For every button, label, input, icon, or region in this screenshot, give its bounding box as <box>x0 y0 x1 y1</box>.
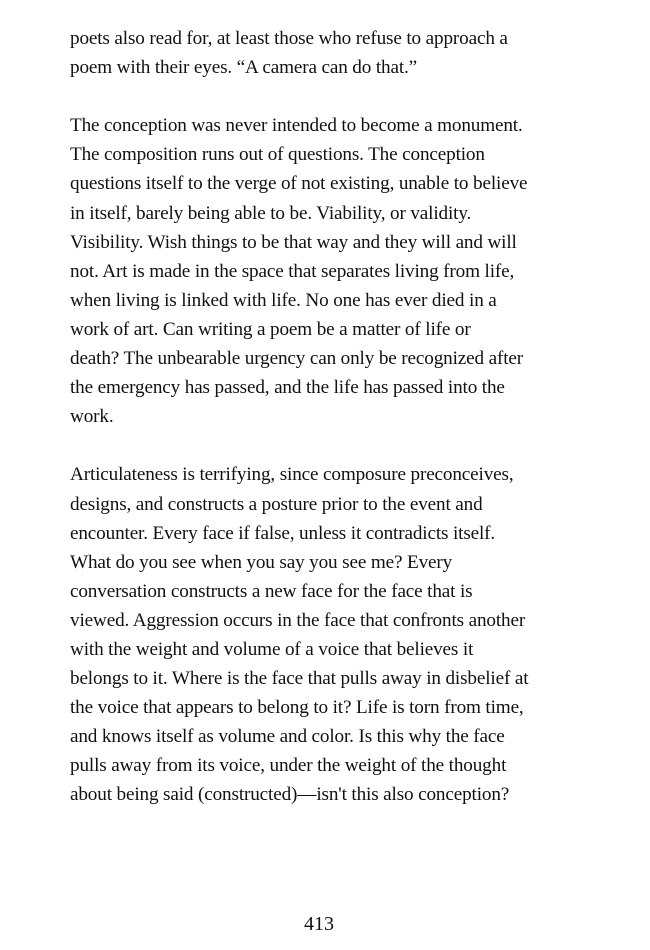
text-line: pulls away from its voice, under the weight of the thought <box>70 755 507 777</box>
text-line: poem with their eyes. “A camera can do that.” <box>70 57 418 79</box>
text-line: The conception was never intended to become a monument. <box>70 115 523 137</box>
paragraph-2 <box>70 111 580 431</box>
paragraph-1 <box>70 24 580 82</box>
text-line: in itself, barely being able to be. Viability, or validity. <box>70 202 472 224</box>
text-line: questions itself to the verge of not existing, unable to believe <box>70 173 528 195</box>
text-line: Articulateness is terrifying, since composure preconceives, <box>70 464 514 486</box>
text-line: belongs to it. Where is the face that pulls away in disbelief at <box>70 668 529 690</box>
paragraph-spacer <box>70 431 580 460</box>
paragraph-spacer <box>70 82 580 111</box>
text-line: The composition runs out of questions. The conception <box>70 144 485 166</box>
text-line: work. <box>70 406 114 428</box>
text-line: conversation constructs a new face for the face that is <box>70 580 473 602</box>
text-line: Visibility. Wish things to be that way and they will and will <box>70 231 517 253</box>
text-line: about being said (constructed)—isn't this also conception? <box>70 784 510 806</box>
text-line: poets also read for, at least those who refuse to approach a <box>70 28 508 49</box>
text-line: the emergency has passed, and the life has passed into the <box>70 377 505 399</box>
text-line: not. Art is made in the space that separates living from life, <box>70 260 515 282</box>
text-line: designs, and constructs a posture prior to the event and <box>70 493 483 515</box>
text-line: when living is linked with life. No one has ever died in a <box>70 289 497 311</box>
text-line: What do you see when you say you see me? Every <box>70 551 453 573</box>
text-line: with the weight and volume of a voice that believes it <box>70 638 474 660</box>
text-line: encounter. Every face if false, unless it contradicts itself. <box>70 522 496 544</box>
text-line: death? The unbearable urgency can only be recognized after <box>70 348 523 370</box>
text-line: viewed. Aggression occurs in the face that confronts another <box>70 609 526 631</box>
paragraph-3 <box>70 460 580 809</box>
text-line: and knows itself as volume and color. Is this why the face <box>70 726 505 748</box>
text-line: the voice that appears to belong to it? Life is torn from time, <box>70 697 524 719</box>
page-number: 413 <box>304 913 334 935</box>
page-body <box>70 24 580 810</box>
text-line: work of art. Can writing a poem be a matter of life or <box>70 318 471 340</box>
